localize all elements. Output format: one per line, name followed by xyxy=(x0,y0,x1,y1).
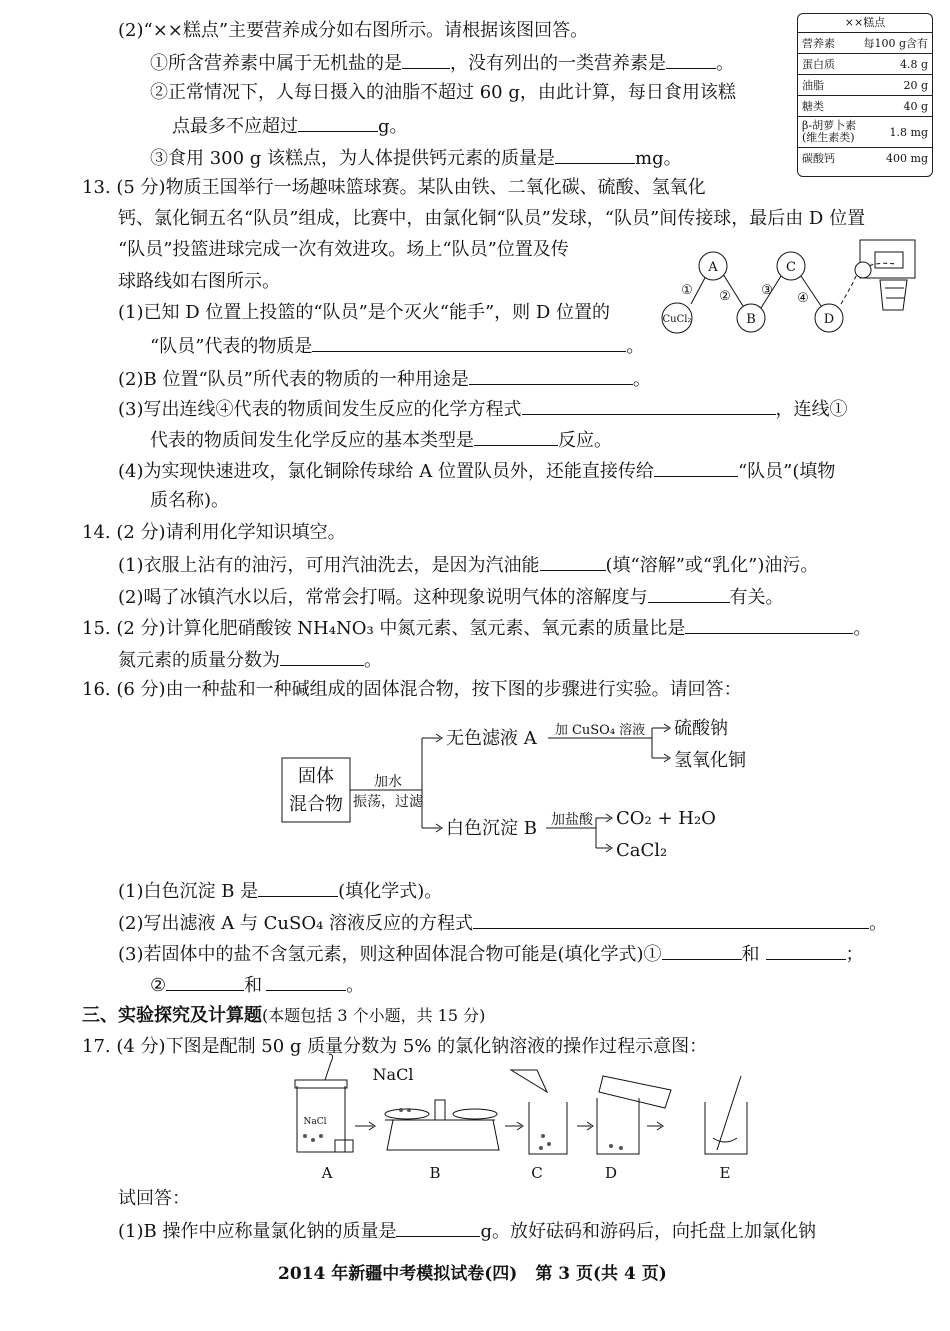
nutrient-name: 糖类 xyxy=(802,100,824,113)
answer-blank[interactable] xyxy=(474,427,558,446)
q12-sub1: ①所含营养素中属于无机盐的是 ，没有列出的一类营养素是 。 xyxy=(150,50,734,76)
beaker-stirring-icon xyxy=(705,1102,747,1154)
q13-part2: (2)B 位置“队员”所代表的物质的一种用途是 。 xyxy=(118,366,651,392)
q17-part1: (1)B 操作中应称量氯化钠的质量是 g。放好砝码和游码后，向托盘上加氯化钠 xyxy=(118,1218,816,1244)
answer-blank[interactable] xyxy=(766,941,846,960)
figure-label-d: D xyxy=(604,1164,618,1182)
nutrient-name: 碳酸钙 xyxy=(802,152,835,165)
q17-procedure-figure xyxy=(285,1066,775,1186)
q16-flowchart xyxy=(270,710,790,870)
nutrient-amount: 20 g xyxy=(903,78,928,92)
reagent-cuso4: 加 CuSO₄ 溶液 xyxy=(554,723,646,738)
nutrition-title: ××糕点 xyxy=(798,14,932,33)
basketball-diagram xyxy=(655,240,935,340)
q13-part4-line2: 质名称)。 xyxy=(150,490,230,511)
figure-label-a: A xyxy=(321,1164,333,1182)
q16-part2: (2)写出滤液 A 与 CuSO₄ 溶液反应的方程式 。 xyxy=(118,910,887,936)
answer-blank[interactable] xyxy=(298,113,378,132)
answer-blank[interactable] xyxy=(666,50,716,69)
answer-blank[interactable] xyxy=(662,941,742,960)
q16-part1: (1)白色沉淀 B 是 (填化学式)。 xyxy=(118,878,442,904)
answer-blank[interactable] xyxy=(648,584,730,603)
filtrate-a: 无色滤液 A xyxy=(446,728,537,749)
reagent-hcl: 加盐酸 xyxy=(551,812,593,828)
nutrient-amount: 4.8 g xyxy=(899,57,928,71)
q16-part3-line2: ② 和 。 xyxy=(150,972,364,998)
q13-part1-line2: “队员”代表的物质是 。 xyxy=(150,333,644,359)
box-label-mixture: 混合物 xyxy=(289,794,343,815)
answer-blank[interactable] xyxy=(555,145,635,164)
figure-label-c: C xyxy=(531,1164,543,1182)
answer-blank[interactable] xyxy=(166,972,244,991)
q13-part4-line1: (4)为实现快速进攻，氯化铜除传球给 A 位置队员外，还能直接传给 “队员”(填物 xyxy=(118,458,835,484)
product-copper-hydroxide: 氢氧化铜 xyxy=(674,750,746,771)
nutrient-amount: 400 mg xyxy=(886,151,928,165)
beaker-icon xyxy=(529,1102,567,1154)
answer-blank[interactable] xyxy=(396,1218,480,1237)
q15-line1: 15. (2 分)计算化肥硝酸铵 NH₄NO₃ 中氮元素、氢元素、氧元素的质量比是 。 xyxy=(82,615,871,641)
q12-sub3: ③食用 300 g 该糕点，为人体提供钙元素的质量是 mg。 xyxy=(150,145,682,171)
figure-label-b: B xyxy=(429,1164,441,1182)
answer-blank[interactable] xyxy=(266,972,346,991)
answer-blank[interactable] xyxy=(402,50,450,69)
precipitate-b: 白色沉淀 B xyxy=(446,818,537,839)
product-co2-h2o: CO₂ + H₂O xyxy=(616,808,716,829)
nutrient-amount: 1.8 mg xyxy=(889,125,928,139)
q12-sub2-line2: 点最多不应超过 g。 xyxy=(172,113,408,139)
nutrient-name: β-胡萝卜素 (维生素类) xyxy=(802,119,857,144)
node-b-label: B xyxy=(746,312,756,327)
nutrition-header-nutrient: 营养素 xyxy=(802,37,835,50)
q12-sub2-line1: ②正常情况下，人每日摄入的油脂不超过 60 g，由此计算，每日食用该糕 xyxy=(150,82,736,103)
beaker-pouring-icon xyxy=(597,1098,639,1154)
nutrition-header-amount: 每100 g含有 xyxy=(863,37,928,50)
answer-blank[interactable] xyxy=(540,552,606,571)
product-cacl2: CaCl₂ xyxy=(616,840,668,861)
q13-line2: 钙、氯化铜五名“队员”组成，比赛中，由氯化铜“队员”发球，“队员”间传接球，最后由 D 位置 xyxy=(118,208,866,229)
answer-blank[interactable] xyxy=(522,396,776,415)
basketball-icon xyxy=(855,262,871,278)
q14-line1: 14. (2 分)请利用化学知识填空。 xyxy=(82,522,346,543)
node-c-label: C xyxy=(786,260,796,275)
q16-part3-line1: (3)若固体中的盐不含氢元素，则这种固体混合物可能是(填化学式)① 和 ； xyxy=(118,941,864,967)
figure-label-e: E xyxy=(719,1164,731,1182)
page-footer: 2014 年新疆中考模拟试卷(四) 第 3 页(共 4 页) xyxy=(278,1264,667,1284)
step-shake-filter: 振荡，过滤 xyxy=(353,794,423,810)
q13-line4: 球路线如右图所示。 xyxy=(118,271,280,292)
q13-part3-line1: (3)写出连线④代表的物质间发生反应的化学方程式 ，连线① xyxy=(118,396,848,422)
link-2-label: ② xyxy=(719,289,731,304)
link-1-label: ① xyxy=(681,283,693,298)
answer-blank[interactable] xyxy=(469,366,633,385)
answer-blank[interactable] xyxy=(473,910,869,929)
node-d-label: D xyxy=(823,312,835,327)
node-a-label: A xyxy=(708,260,718,275)
q17-line1: 17. (4 分)下图是配制 50 g 质量分数为 5% 的氯化钠溶液的操作过程示意图： xyxy=(82,1036,708,1057)
q16-line1: 16. (6 分)由一种盐和一种碱组成的固体混合物，按下图的步骤进行实验。请回答： xyxy=(82,679,742,700)
q12-intro: (2)“××糕点”主要营养成分如右图所示。请根据该图回答。 xyxy=(118,20,589,41)
jar-label: NaCl xyxy=(303,1117,327,1127)
q13-part1-line1: (1)已知 D 位置上投篮的“队员”是个灭火“能手”，则 D 位置的 xyxy=(118,302,611,323)
product-sodium-sulfate: 硫酸钠 xyxy=(674,718,728,739)
answer-blank[interactable] xyxy=(312,333,626,352)
answer-blank[interactable] xyxy=(258,878,338,897)
q13-line1: 13. (5 分)物质王国举行一场趣味篮球赛。某队由铁、二氧化碳、硫酸、氢氧化 xyxy=(82,177,706,198)
step-add-water: 加水 xyxy=(374,774,402,790)
nutrient-amount: 40 g xyxy=(903,99,928,113)
answer-blank[interactable] xyxy=(654,458,738,477)
nutrient-name: 油脂 xyxy=(802,79,824,92)
q13-line3: “队员”投篮进球完成一次有效进攻。场上“队员”位置及传 xyxy=(118,239,569,260)
nacl-label: NaCl xyxy=(372,1065,414,1084)
q15-line2: 氮元素的质量分数为 。 xyxy=(118,647,382,673)
nutrition-table xyxy=(797,13,933,177)
section-3-heading: 三、实验探究及计算题(本题包括 3 个小题，共 15 分) xyxy=(82,1005,486,1026)
link-3-label: ③ xyxy=(761,283,773,298)
box-label-solid: 固体 xyxy=(298,766,334,787)
answer-blank[interactable] xyxy=(280,647,364,666)
node-cucl2-label: CuCl₂ xyxy=(662,314,692,325)
q13-part3-line2: 代表的物质间发生化学反应的基本类型是 反应。 xyxy=(150,427,612,453)
q14-part1: (1)衣服上沾有的油污，可用汽油洗去，是因为汽油能 (填“溶解”或“乳化”)油污。 xyxy=(118,552,818,578)
q17-ask: 试回答： xyxy=(118,1188,190,1209)
link-4-label: ④ xyxy=(797,291,809,306)
q14-part2: (2)喝了冰镇汽水以后，常常会打嗝。这种现象说明气体的溶解度与 有关。 xyxy=(118,584,784,610)
answer-blank[interactable] xyxy=(685,615,853,634)
nutrient-name: 蛋白质 xyxy=(802,58,835,71)
